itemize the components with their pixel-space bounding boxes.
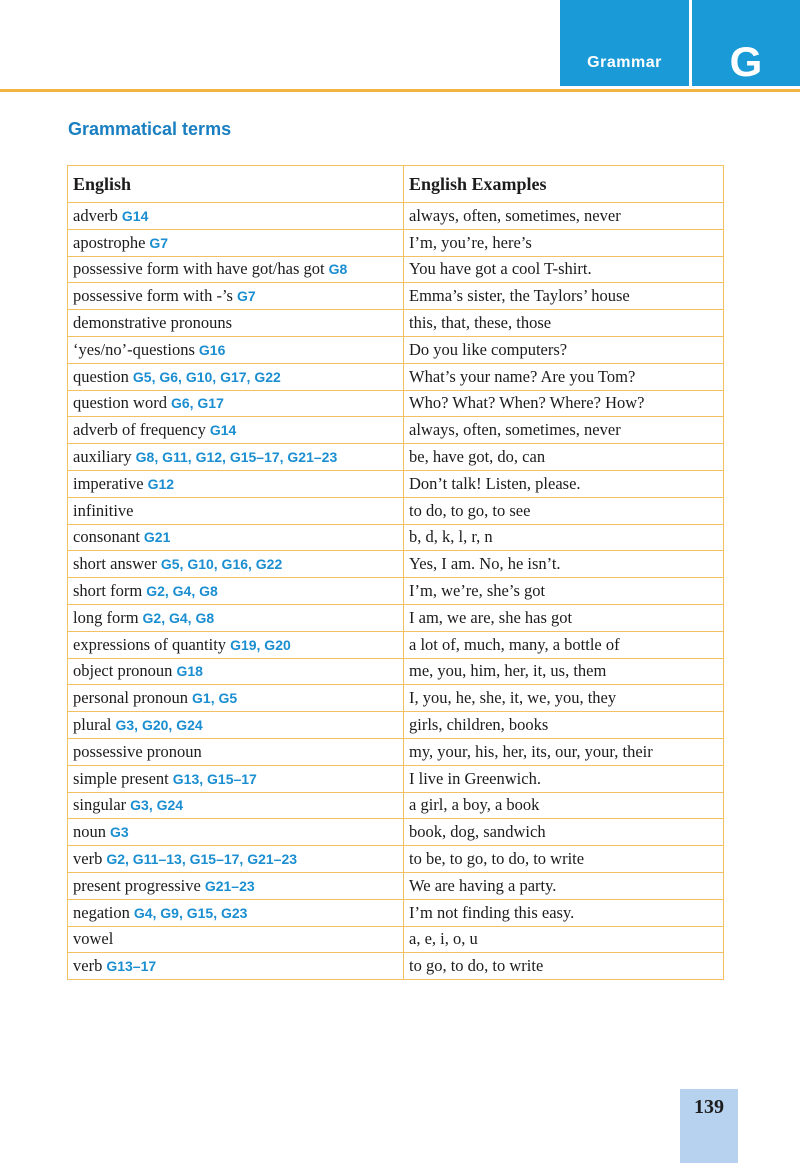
table-row: [68, 712, 724, 739]
grammar-reference: G5, G10, G16, G22: [160, 556, 283, 573]
term-cell: [68, 578, 404, 605]
term-text: auxiliary: [73, 447, 132, 467]
page-title: Grammatical terms: [68, 119, 232, 139]
table-row: [68, 846, 724, 873]
example-cell: girls, children, books: [404, 712, 724, 739]
term-cell: [68, 712, 404, 739]
example-cell: me, you, him, her, it, us, them: [404, 658, 724, 685]
term-cell: [68, 926, 404, 953]
example-cell: this, that, these, those: [404, 310, 724, 337]
table-row: [68, 926, 724, 953]
term-cell: [68, 256, 404, 283]
table-row: [68, 283, 724, 310]
term-text: question word: [73, 393, 167, 413]
header-rule: [0, 89, 800, 92]
grammar-reference: G13, G15–17: [172, 770, 257, 787]
term-text: imperative: [73, 473, 144, 493]
term-text: noun: [73, 822, 106, 842]
example-cell: to go, to do, to write: [404, 953, 724, 980]
table-row: [68, 444, 724, 471]
example-cell: I’m, you’re, here’s: [404, 229, 724, 256]
example-cell: a girl, a boy, a book: [404, 792, 724, 819]
term-text: possessive form with have got/has got: [73, 259, 325, 279]
grammar-reference: G3, G24: [130, 797, 184, 814]
term-cell: [68, 551, 404, 578]
table-row: [68, 229, 724, 256]
term-cell: [68, 685, 404, 712]
term-cell: [68, 417, 404, 444]
table-row: [68, 953, 724, 980]
grammar-reference: G14: [121, 207, 149, 224]
table-row: [68, 631, 724, 658]
table-row: [68, 792, 724, 819]
example-cell: to be, to go, to do, to write: [404, 846, 724, 873]
grammar-reference: G8, G11, G12, G15–17, G21–23: [135, 449, 338, 466]
grammar-reference: G14: [209, 422, 237, 439]
term-cell: [68, 604, 404, 631]
term-cell: [68, 336, 404, 363]
example-cell: I live in Greenwich.: [404, 765, 724, 792]
example-cell: be, have got, do, can: [404, 444, 724, 471]
term-text: vowel: [73, 929, 114, 949]
term-text: adverb: [73, 205, 118, 225]
term-text: negation: [73, 902, 130, 922]
table-row: [68, 497, 724, 524]
table-row: [68, 604, 724, 631]
example-cell: book, dog, sandwich: [404, 819, 724, 846]
example-cell: Emma’s sister, the Taylors’ house: [404, 283, 724, 310]
term-text: personal pronoun: [73, 688, 189, 708]
term-cell: [68, 524, 404, 551]
table-row: [68, 685, 724, 712]
example-cell: I’m not finding this easy.: [404, 899, 724, 926]
column-header-examples: English Examples: [404, 166, 724, 203]
example-cell: Don’t talk! Listen, please.: [404, 470, 724, 497]
table-row: [68, 417, 724, 444]
grammar-reference: G7: [236, 288, 256, 305]
example-cell: always, often, sometimes, never: [404, 203, 724, 230]
table-row: [68, 872, 724, 899]
example-cell: always, often, sometimes, never: [404, 417, 724, 444]
term-text: singular: [73, 795, 127, 815]
page-number: 139: [694, 1096, 724, 1118]
example-cell: You have got a cool T-shirt.: [404, 256, 724, 283]
term-cell: [68, 765, 404, 792]
grammar-reference: G13–17: [106, 958, 157, 975]
term-text: adverb of frequency: [73, 420, 206, 440]
example-cell: to do, to go, to see: [404, 497, 724, 524]
table-row: [68, 551, 724, 578]
table-row: [68, 363, 724, 390]
term-cell: [68, 390, 404, 417]
example-cell: Yes, I am. No, he isn’t.: [404, 551, 724, 578]
grammar-reference: G1, G5: [192, 690, 238, 707]
term-text: verb: [73, 956, 103, 976]
grammar-reference: G6, G17: [170, 395, 224, 412]
grammar-reference: G3: [110, 824, 129, 841]
example-cell: What’s your name? Are you Tom?: [404, 363, 724, 390]
term-cell: [68, 283, 404, 310]
grammar-reference: G7: [149, 234, 169, 251]
grammar-terms-table: [67, 165, 724, 980]
term-cell: [68, 363, 404, 390]
term-cell: [68, 819, 404, 846]
table-row: [68, 765, 724, 792]
grammar-reference: G2, G4, G8: [142, 609, 215, 626]
table-row: [68, 899, 724, 926]
table-row: [68, 336, 724, 363]
grammar-reference: G18: [176, 663, 203, 680]
table-row: [68, 658, 724, 685]
term-text: verb: [73, 849, 103, 869]
term-text: expressions of quantity: [73, 634, 227, 654]
example-cell: I am, we are, she has got: [404, 604, 724, 631]
term-text: possessive pronoun: [73, 741, 202, 761]
table-row: [68, 738, 724, 765]
table-row: [68, 524, 724, 551]
example-cell: Who? What? When? Where? How?: [404, 390, 724, 417]
table-row: [68, 310, 724, 337]
grammar-reference: G3, G20, G24: [115, 717, 203, 734]
term-text: consonant: [73, 527, 140, 547]
term-text: question: [73, 366, 129, 386]
term-cell: [68, 631, 404, 658]
grammar-reference: G5, G6, G10, G17, G22: [132, 368, 281, 385]
table-row: [68, 578, 724, 605]
table-row: [68, 390, 724, 417]
section-label: Grammar: [587, 54, 662, 71]
term-text: ‘yes/no’-questions: [73, 339, 195, 359]
table-row: [68, 256, 724, 283]
term-text: present progressive: [73, 875, 201, 895]
term-text: plural: [73, 715, 112, 735]
table-row: [68, 203, 724, 230]
grammar-reference: G12: [147, 475, 175, 492]
column-header-english: English: [68, 166, 404, 203]
term-text: possessive form with -’s: [73, 286, 233, 306]
grammar-reference: G2, G11–13, G15–17, G21–23: [106, 851, 298, 868]
term-text: object pronoun: [73, 661, 173, 681]
term-cell: [68, 229, 404, 256]
grammar-reference: G2, G4, G8: [146, 583, 218, 600]
term-text: infinitive: [73, 500, 134, 520]
section-letter: G: [729, 38, 763, 85]
grammar-reference: G21–23: [204, 877, 255, 894]
grammar-reference: G4, G9, G15, G23: [133, 904, 248, 921]
table-header-row: [68, 166, 724, 203]
term-text: demonstrative pronouns: [73, 313, 233, 333]
grammar-reference: G16: [198, 341, 226, 358]
term-cell: [68, 846, 404, 873]
example-cell: a, e, i, o, u: [404, 926, 724, 953]
term-cell: [68, 872, 404, 899]
table-body: [68, 203, 724, 980]
example-cell: I’m, we’re, she’s got: [404, 578, 724, 605]
term-cell: [68, 444, 404, 471]
term-cell: [68, 658, 404, 685]
grammar-reference: G8: [328, 261, 348, 278]
term-text: long form: [73, 607, 139, 627]
term-cell: [68, 953, 404, 980]
term-text: short form: [73, 581, 143, 601]
table-row: [68, 470, 724, 497]
term-cell: [68, 497, 404, 524]
example-cell: Do you like computers?: [404, 336, 724, 363]
term-cell: [68, 792, 404, 819]
term-text: short answer: [73, 554, 157, 574]
example-cell: my, your, his, her, its, our, your, their: [404, 738, 724, 765]
example-cell: a lot of, much, many, a bottle of: [404, 631, 724, 658]
table-row: [68, 819, 724, 846]
example-cell: We are having a party.: [404, 872, 724, 899]
example-cell: I, you, he, she, it, we, you, they: [404, 685, 724, 712]
example-cell: b, d, k, l, r, n: [404, 524, 724, 551]
term-cell: [68, 738, 404, 765]
term-text: apostrophe: [73, 232, 146, 252]
term-cell: [68, 310, 404, 337]
term-cell: [68, 203, 404, 230]
term-cell: [68, 470, 404, 497]
term-text: simple present: [73, 768, 169, 788]
grammar-reference: G21: [143, 529, 171, 546]
term-cell: [68, 899, 404, 926]
grammar-reference: G19, G20: [230, 636, 291, 653]
